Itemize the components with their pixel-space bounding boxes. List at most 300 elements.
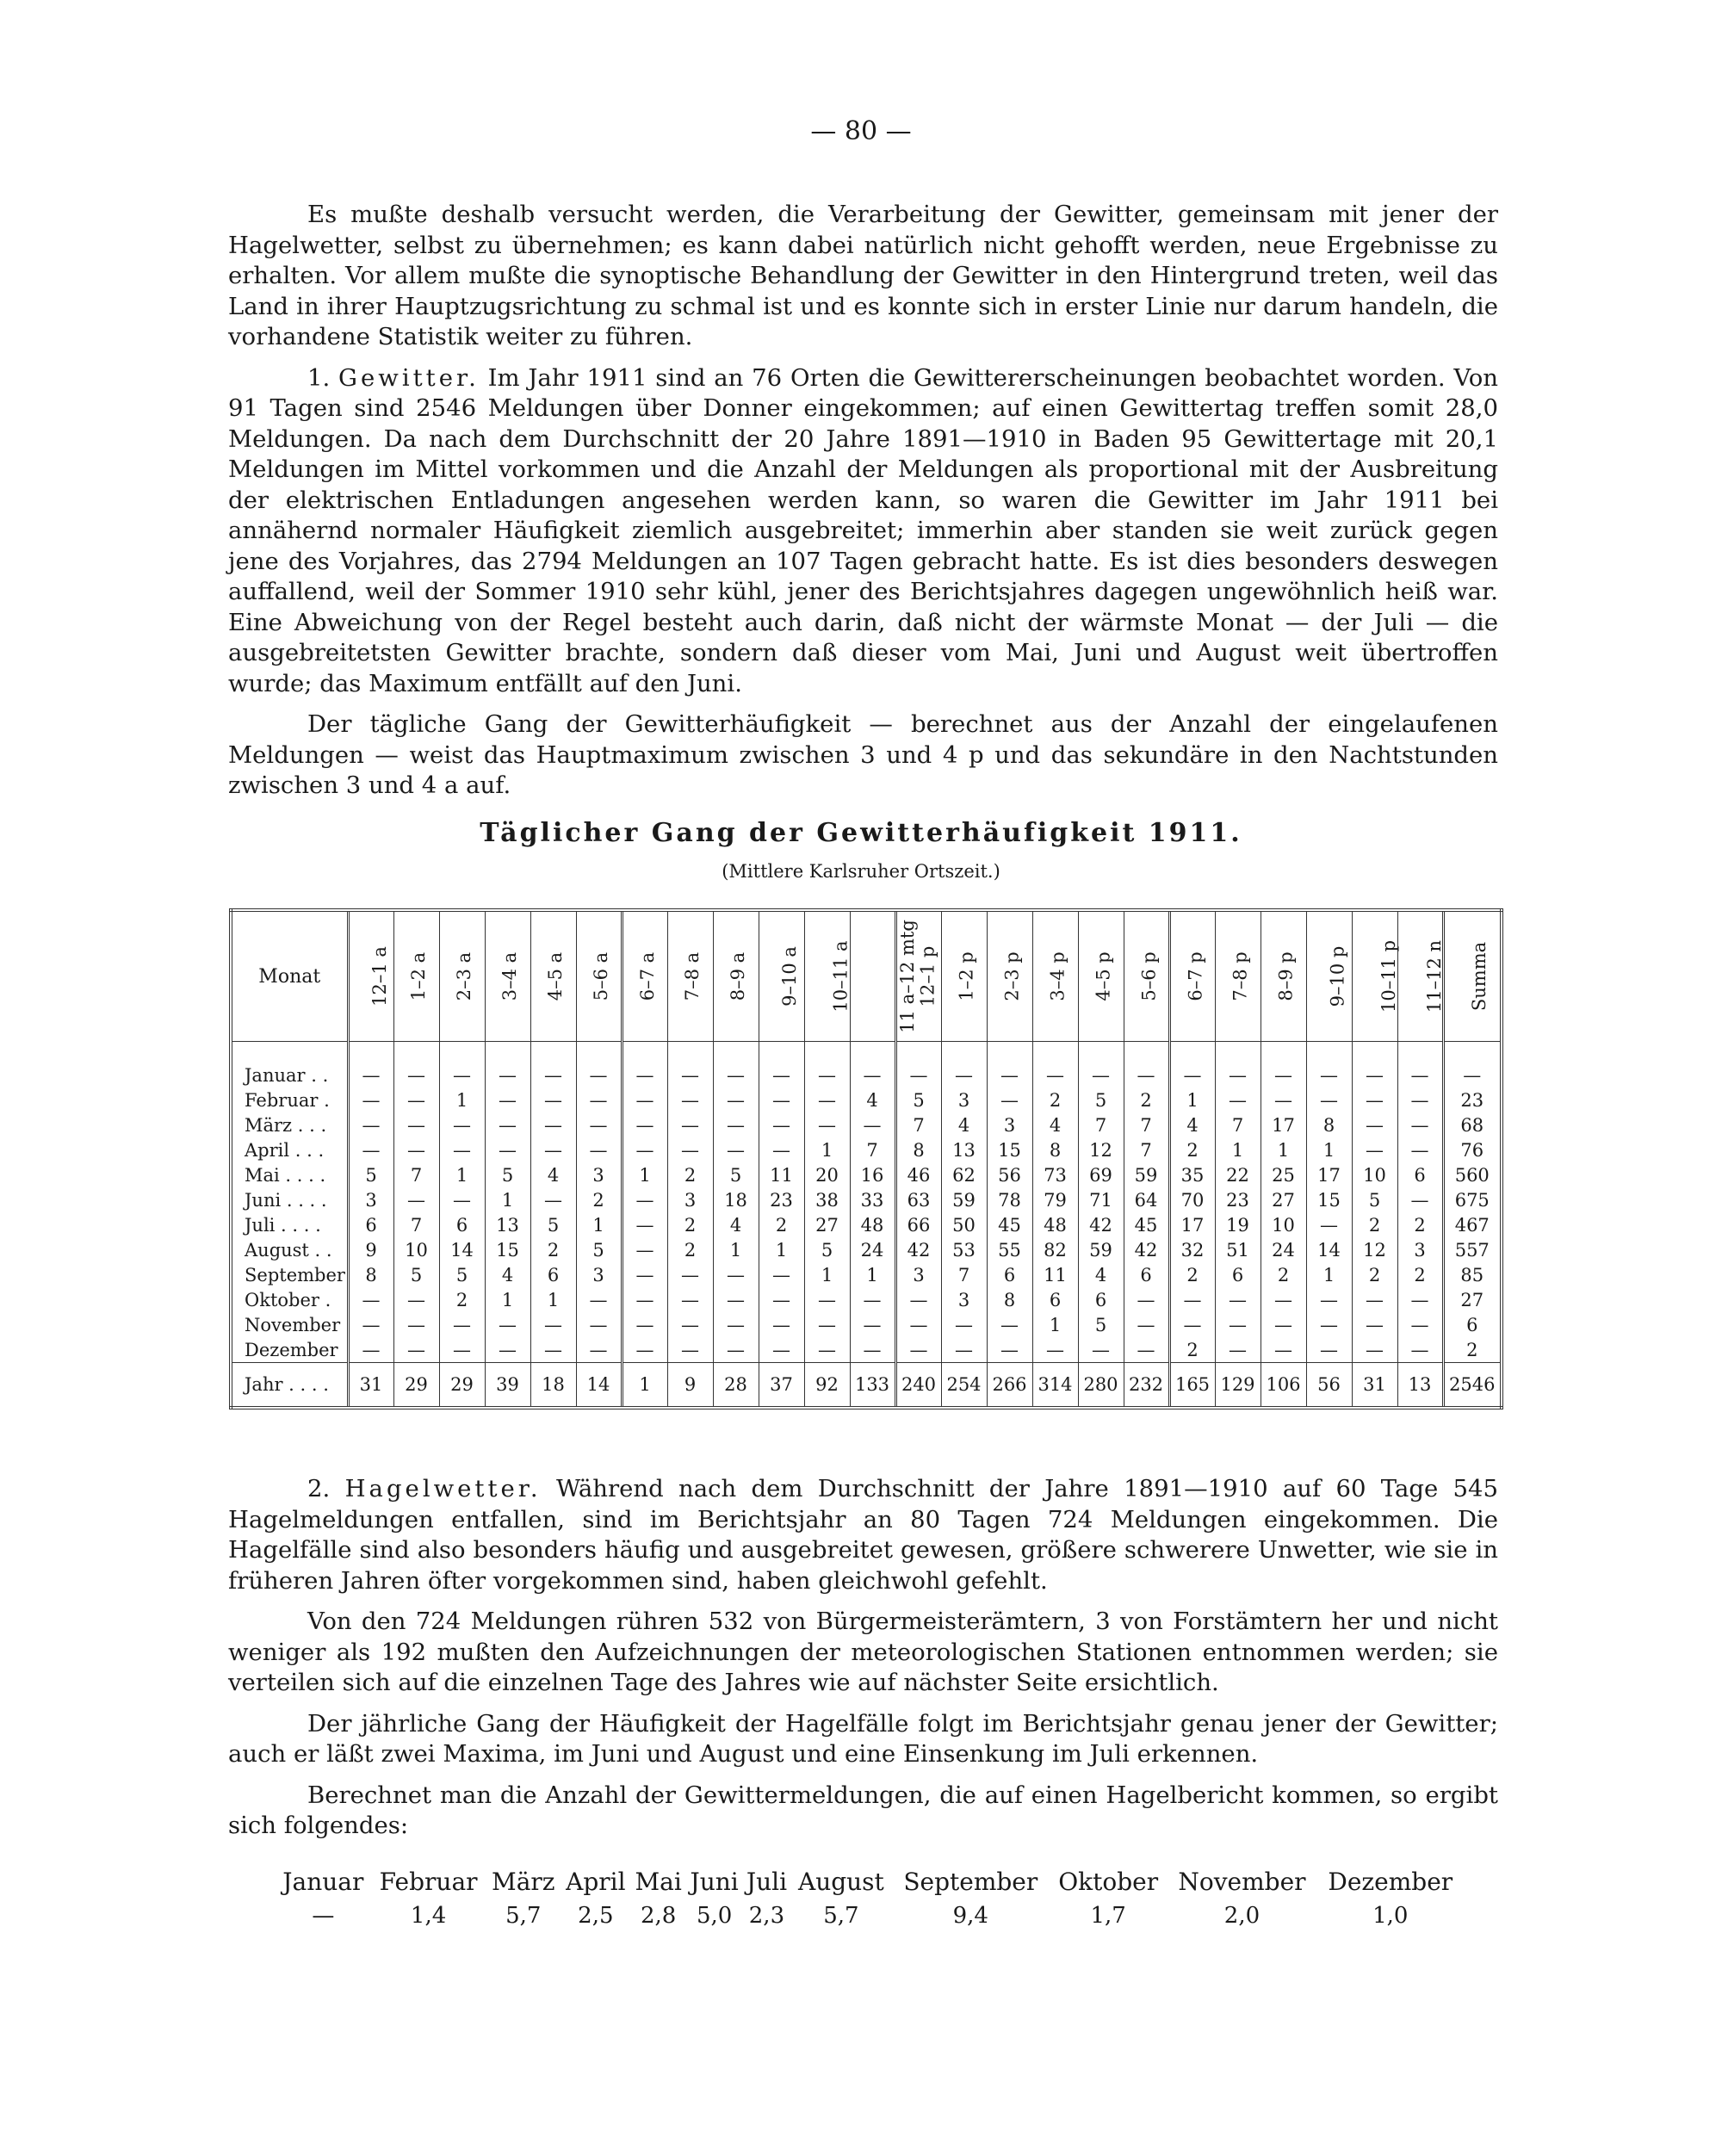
- value-cell: —: [530, 1042, 576, 1088]
- value-cell: 29: [439, 1363, 485, 1409]
- table-row: [231, 1112, 1502, 1137]
- header-hour: [1397, 910, 1443, 1042]
- annual-course-paragraph: Der jährliche Gang der Häufigkeit der Hagelfälle folgt im Berichtsjahr genau jener der Gewitter; auch er läßt zwei Maxima, im Juni und August und eine Einsenkung im Juli erkennen.: [228, 1709, 1498, 1768]
- value-cell: 2: [667, 1212, 713, 1237]
- header-hour: [1169, 910, 1215, 1042]
- month-cell: Februar .: [231, 1087, 348, 1112]
- value-cell: 5: [1352, 1187, 1397, 1212]
- ratio-months-row: [276, 1864, 1464, 1899]
- value-cell: —: [1215, 1337, 1261, 1363]
- value-cell: —: [576, 1137, 622, 1162]
- value-cell: —: [576, 1042, 622, 1088]
- month-cell: Oktober .: [231, 1287, 348, 1312]
- value-cell: 73: [1032, 1162, 1078, 1187]
- sum-cell: 467: [1443, 1212, 1502, 1237]
- value-cell: 1: [576, 1212, 622, 1237]
- value-cell: —: [1397, 1312, 1443, 1337]
- value-cell: —: [393, 1337, 439, 1363]
- thunderstorm-table-wrap: [229, 908, 1500, 1409]
- value-cell: —: [622, 1187, 667, 1212]
- value-cell: 5: [1078, 1087, 1124, 1112]
- header-hour-label: 2–3 a: [453, 951, 474, 1001]
- value-cell: 24: [850, 1237, 895, 1262]
- header-hour: [622, 910, 667, 1042]
- header-hour: [576, 910, 622, 1042]
- value-cell: —: [1078, 1337, 1124, 1363]
- value-cell: —: [759, 1262, 804, 1287]
- value-cell: 27: [1261, 1187, 1306, 1212]
- header-hour-label: 8–9 p: [1275, 951, 1297, 1001]
- value-cell: 13: [1397, 1363, 1443, 1409]
- value-cell: 59: [941, 1187, 987, 1212]
- table-row: [231, 1337, 1502, 1363]
- section-number: 1.: [307, 363, 331, 392]
- value-cell: —: [1032, 1042, 1078, 1088]
- ratio-value: 2,5: [578, 1903, 614, 1929]
- value-cell: 18: [713, 1187, 759, 1212]
- value-cell: 1: [1261, 1137, 1306, 1162]
- value-cell: —: [850, 1287, 895, 1312]
- value-cell: —: [1215, 1087, 1261, 1112]
- value-cell: 45: [1124, 1212, 1169, 1237]
- value-cell: 28: [713, 1363, 759, 1409]
- value-cell: 3: [576, 1162, 622, 1187]
- section-text: Im Jahr 1911 sind an 76 Orten die Gewittererscheinungen beobachtet worden. Von 91 Tagen sind 2546 Meldungen über Donner eingekommen; auf einen Gewittertag treffen somit 28,0 Meldungen. Da nach dem Durchschnitt der 20 Jahre 1891—1910 in Baden 95 Gewittertage mit 20,1 Meldungen im Mittel vorkommen und die Anzahl der Meldungen als proportional mit der Ausbreitung der elektrischen Entladungen angesehen werden kann, so waren die Gewitter im Jahr 1911 bei annähernd normaler Häufigkeit ziemlich ausgebreitet; immerhin aber standen sie weit zurück gegen jene des Vorjahres, das 2794 Meldungen an 107 Tagen gebracht hatte. Es ist dies besonders deswegen auffallend, weil der Sommer 1910 sehr kühl, jener des Berichtsjahres dagegen ungewöhnlich heiß war. Eine Abweichung von der Regel besteht auch darin, daß nicht der wärmste Monat — der Juli — die ausgebreitetsten Gewitter brachte, sondern daß dieser vom Mai, Juni und August weit übertroffen wurde; das Maximum entfällt auf den Juni.: [228, 363, 1498, 697]
- value-cell: —: [1078, 1042, 1124, 1088]
- value-cell: 2: [1032, 1087, 1078, 1112]
- value-cell: 70: [1169, 1187, 1215, 1212]
- value-cell: —: [850, 1112, 895, 1137]
- value-cell: —: [804, 1087, 850, 1112]
- value-cell: —: [622, 1287, 667, 1312]
- sum-cell: 557: [1443, 1237, 1502, 1262]
- header-hour-label: 6–7 a: [636, 951, 658, 1001]
- table-row: [231, 1262, 1502, 1287]
- value-cell: 10: [393, 1237, 439, 1262]
- value-cell: 14: [1306, 1237, 1352, 1262]
- value-cell: 19: [1215, 1212, 1261, 1237]
- gewitter-paragraph: [228, 363, 1498, 700]
- month-cell: August . .: [231, 1237, 348, 1262]
- value-cell: —: [1261, 1337, 1306, 1363]
- hagel-paragraph: [228, 1474, 1498, 1596]
- value-cell: —: [393, 1137, 439, 1162]
- value-cell: 1: [1215, 1137, 1261, 1162]
- value-cell: 1: [439, 1087, 485, 1112]
- month-cell: September: [231, 1262, 348, 1287]
- value-cell: 6: [530, 1262, 576, 1287]
- calculation-paragraph: Berechnet man die Anzahl der Gewittermeldungen, die auf einen Hagelbericht kommen, so ergibt sich folgendes:: [228, 1781, 1498, 1839]
- value-cell: 82: [1032, 1237, 1078, 1262]
- value-cell: 6: [348, 1212, 393, 1237]
- value-cell: —: [576, 1312, 622, 1337]
- ratio-value: —: [312, 1903, 335, 1929]
- header-hour-label: 12–1 a: [369, 946, 390, 1007]
- value-cell: —: [667, 1137, 713, 1162]
- header-hour-label: 9–10 a: [778, 946, 800, 1007]
- value-cell: 46: [895, 1162, 941, 1187]
- table-body: [231, 1042, 1502, 1409]
- table-row: [231, 1187, 1502, 1212]
- header-sum: [1443, 910, 1502, 1042]
- value-cell: —: [1352, 1312, 1397, 1337]
- value-cell: —: [576, 1337, 622, 1363]
- section-heading: Hagelwetter.: [344, 1475, 542, 1502]
- value-cell: 10: [1261, 1212, 1306, 1237]
- table-row: [231, 1212, 1502, 1237]
- value-cell: —: [1124, 1042, 1169, 1088]
- value-cell: —: [759, 1337, 804, 1363]
- header-hour-label: 5–6 p: [1138, 951, 1160, 1001]
- value-cell: —: [1306, 1042, 1352, 1088]
- value-cell: —: [485, 1112, 530, 1137]
- value-cell: —: [1306, 1212, 1352, 1237]
- value-cell: —: [530, 1112, 576, 1137]
- header-hour: [759, 910, 804, 1042]
- ratio-month: April: [566, 1868, 626, 1896]
- value-cell: 63: [895, 1187, 941, 1212]
- value-cell: —: [941, 1312, 987, 1337]
- value-cell: 50: [941, 1212, 987, 1237]
- value-cell: —: [1169, 1042, 1215, 1088]
- value-cell: 2: [1169, 1137, 1215, 1162]
- month-cell: November: [231, 1312, 348, 1337]
- header-hour-label: 11 a–12 mtg: [896, 920, 918, 1033]
- value-cell: —: [804, 1112, 850, 1137]
- section-text: Während nach dem Durchschnitt der Jahre 1891—1910 auf 60 Tage 545 Hagelmeldungen entfallen, sind im Berichtsjahr an 80 Tagen 724 Meldungen eingekommen. Die Hagelfälle sind also besonders häufig und ausgebreitet gewesen, größere schwerere Unwetter, wie sie in früheren Jahren öfter vorgekommen sind, haben gleichwohl gefehlt.: [228, 1475, 1499, 1595]
- value-cell: —: [1306, 1337, 1352, 1363]
- value-cell: —: [348, 1287, 393, 1312]
- table-year-row: [231, 1363, 1502, 1409]
- sum-cell: 23: [1443, 1087, 1502, 1112]
- value-cell: 7: [393, 1212, 439, 1237]
- header-hour-label: 1–2 a: [407, 951, 429, 1001]
- value-cell: —: [622, 1137, 667, 1162]
- value-cell: 5: [485, 1162, 530, 1187]
- value-cell: —: [439, 1042, 485, 1088]
- value-cell: —: [850, 1337, 895, 1363]
- value-cell: 6: [1078, 1287, 1124, 1312]
- header-hour: [941, 910, 987, 1042]
- value-cell: 4: [1032, 1112, 1078, 1137]
- value-cell: —: [393, 1287, 439, 1312]
- value-cell: 20: [804, 1162, 850, 1187]
- ratio-month: Februar: [379, 1868, 478, 1896]
- sum-cell: 85: [1443, 1262, 1502, 1287]
- value-cell: 6: [987, 1262, 1032, 1287]
- value-cell: 5: [348, 1162, 393, 1187]
- value-cell: 254: [941, 1363, 987, 1409]
- value-cell: —: [439, 1112, 485, 1137]
- value-cell: 3: [667, 1187, 713, 1212]
- ratio-month: September: [903, 1868, 1038, 1896]
- value-cell: —: [530, 1187, 576, 1212]
- header-sum-label: Summa: [1468, 941, 1490, 1012]
- value-cell: 62: [941, 1162, 987, 1187]
- value-cell: 240: [895, 1363, 941, 1409]
- value-cell: 4: [530, 1162, 576, 1187]
- ratio-month: Oktober: [1058, 1868, 1159, 1896]
- value-cell: 8: [348, 1262, 393, 1287]
- value-cell: —: [622, 1237, 667, 1262]
- value-cell: —: [987, 1337, 1032, 1363]
- ratio-table: [276, 1864, 1464, 1932]
- ratio-month: Mai: [635, 1868, 682, 1896]
- value-cell: 280: [1078, 1363, 1124, 1409]
- header-hour-label: 5–6 a: [590, 951, 611, 1001]
- header-hour: [485, 910, 530, 1042]
- value-cell: 7: [393, 1162, 439, 1187]
- value-cell: 45: [987, 1212, 1032, 1237]
- value-cell: —: [850, 1042, 895, 1088]
- value-cell: —: [987, 1087, 1032, 1112]
- value-cell: 7: [1124, 1137, 1169, 1162]
- value-cell: 1: [1169, 1087, 1215, 1112]
- value-cell: —: [759, 1042, 804, 1088]
- value-cell: —: [485, 1337, 530, 1363]
- value-cell: 55: [987, 1237, 1032, 1262]
- value-cell: —: [348, 1312, 393, 1337]
- value-cell: 29: [393, 1363, 439, 1409]
- table-row: [231, 1237, 1502, 1262]
- value-cell: 32: [1169, 1237, 1215, 1262]
- value-cell: —: [439, 1137, 485, 1162]
- value-cell: 53: [941, 1237, 987, 1262]
- value-cell: —: [1261, 1312, 1306, 1337]
- value-cell: 23: [1215, 1187, 1261, 1212]
- value-cell: —: [1306, 1287, 1352, 1312]
- value-cell: —: [622, 1262, 667, 1287]
- header-hour-label: 9–10 p: [1326, 945, 1347, 1007]
- value-cell: 7: [941, 1262, 987, 1287]
- value-cell: 22: [1215, 1162, 1261, 1187]
- header-hour: [1306, 910, 1352, 1042]
- value-cell: 1: [439, 1162, 485, 1187]
- value-cell: 10: [1352, 1162, 1397, 1187]
- value-cell: 7: [1124, 1112, 1169, 1137]
- value-cell: 5: [895, 1087, 941, 1112]
- value-cell: —: [1397, 1287, 1443, 1312]
- value-cell: 38: [804, 1187, 850, 1212]
- value-cell: —: [1032, 1337, 1078, 1363]
- value-cell: 314: [1032, 1363, 1078, 1409]
- value-cell: 232: [1124, 1363, 1169, 1409]
- value-cell: —: [1124, 1287, 1169, 1312]
- value-cell: —: [576, 1112, 622, 1137]
- value-cell: 2: [1352, 1212, 1397, 1237]
- value-cell: 3: [576, 1262, 622, 1287]
- value-cell: 35: [1169, 1162, 1215, 1187]
- value-cell: 42: [1124, 1237, 1169, 1262]
- value-cell: —: [576, 1087, 622, 1112]
- header-hour-label: 3–4 p: [1047, 951, 1069, 1001]
- value-cell: —: [530, 1137, 576, 1162]
- value-cell: —: [713, 1337, 759, 1363]
- header-hour: [1352, 910, 1397, 1042]
- header-hour-label: 7–8 a: [681, 951, 703, 1001]
- value-cell: —: [1397, 1137, 1443, 1162]
- value-cell: —: [393, 1112, 439, 1137]
- value-cell: 6: [439, 1212, 485, 1237]
- value-cell: 7: [895, 1112, 941, 1137]
- value-cell: 31: [1352, 1363, 1397, 1409]
- ratio-values-row: [276, 1899, 1464, 1932]
- value-cell: 3: [941, 1087, 987, 1112]
- value-cell: —: [895, 1337, 941, 1363]
- value-cell: 71: [1078, 1187, 1124, 1212]
- value-cell: 14: [439, 1237, 485, 1262]
- value-cell: —: [667, 1312, 713, 1337]
- value-cell: 7: [1215, 1112, 1261, 1137]
- value-cell: —: [1397, 1087, 1443, 1112]
- value-cell: 2: [1169, 1262, 1215, 1287]
- month-cell: März . . .: [231, 1112, 348, 1137]
- value-cell: 3: [895, 1262, 941, 1287]
- value-cell: 4: [1169, 1112, 1215, 1137]
- value-cell: —: [667, 1112, 713, 1137]
- value-cell: —: [941, 1337, 987, 1363]
- ratio-month: Dezember: [1328, 1868, 1453, 1896]
- value-cell: —: [713, 1287, 759, 1312]
- header-hour-label: 11–12 n: [1423, 939, 1445, 1013]
- value-cell: 15: [987, 1137, 1032, 1162]
- ratio-value: 2,8: [640, 1903, 677, 1929]
- value-cell: —: [393, 1087, 439, 1112]
- value-cell: —: [895, 1312, 941, 1337]
- value-cell: 8: [987, 1287, 1032, 1312]
- value-cell: 2: [1397, 1212, 1443, 1237]
- value-cell: —: [713, 1312, 759, 1337]
- value-cell: —: [713, 1087, 759, 1112]
- value-cell: —: [1306, 1087, 1352, 1112]
- value-cell: 4: [850, 1087, 895, 1112]
- value-cell: 11: [1032, 1262, 1078, 1287]
- page-number: — 80 —: [810, 116, 912, 146]
- value-cell: —: [804, 1337, 850, 1363]
- value-cell: —: [485, 1312, 530, 1337]
- value-cell: 6: [1215, 1262, 1261, 1287]
- table-title: Täglicher Gang der Gewitterhäufigkeit 1911.: [480, 818, 1242, 848]
- value-cell: —: [1352, 1112, 1397, 1137]
- value-cell: 42: [895, 1237, 941, 1262]
- section-number: 2.: [307, 1475, 331, 1502]
- value-cell: 2: [1169, 1337, 1215, 1363]
- value-cell: 6: [1032, 1287, 1078, 1312]
- value-cell: 25: [1261, 1162, 1306, 1187]
- value-cell: —: [713, 1262, 759, 1287]
- value-cell: 2: [439, 1287, 485, 1312]
- value-cell: —: [1352, 1042, 1397, 1088]
- ratio-month: Juni: [690, 1868, 739, 1896]
- value-cell: —: [348, 1112, 393, 1137]
- value-cell: 14: [576, 1363, 622, 1409]
- value-cell: 27: [804, 1212, 850, 1237]
- ratio-value: 1,4: [410, 1903, 447, 1929]
- value-cell: 2: [1397, 1262, 1443, 1287]
- value-cell: —: [850, 1312, 895, 1337]
- value-cell: —: [622, 1212, 667, 1237]
- value-cell: 7: [850, 1137, 895, 1162]
- month-cell: Mai . . . .: [231, 1162, 348, 1187]
- section-heading: Gewitter.: [338, 363, 480, 392]
- value-cell: 79: [1032, 1187, 1078, 1212]
- value-cell: 23: [759, 1187, 804, 1212]
- value-cell: 56: [1306, 1363, 1352, 1409]
- value-cell: —: [1397, 1337, 1443, 1363]
- value-cell: —: [1169, 1312, 1215, 1337]
- header-hour-label: 10–11 a: [830, 940, 852, 1013]
- value-cell: 16: [850, 1162, 895, 1187]
- value-cell: —: [667, 1262, 713, 1287]
- value-cell: —: [1352, 1337, 1397, 1363]
- ratio-value: 1,7: [1090, 1903, 1126, 1929]
- ratio-value: 1,0: [1372, 1903, 1409, 1929]
- value-cell: 165: [1169, 1363, 1215, 1409]
- value-cell: —: [759, 1312, 804, 1337]
- ratio-value: 5,7: [505, 1903, 542, 1929]
- value-cell: 12: [1078, 1137, 1124, 1162]
- value-cell: —: [485, 1137, 530, 1162]
- value-cell: 8: [1306, 1112, 1352, 1137]
- value-cell: —: [1215, 1042, 1261, 1088]
- value-cell: —: [1261, 1042, 1306, 1088]
- value-cell: 2: [1124, 1087, 1169, 1112]
- header-hour-label: 10–11 p: [1378, 939, 1399, 1013]
- value-cell: —: [1124, 1337, 1169, 1363]
- value-cell: —: [1397, 1112, 1443, 1137]
- sum-cell: 560: [1443, 1162, 1502, 1187]
- value-cell: 59: [1078, 1237, 1124, 1262]
- header-hour-label: 3–4 a: [499, 951, 520, 1001]
- header-hour: [1215, 910, 1261, 1042]
- value-cell: 17: [1306, 1162, 1352, 1187]
- value-cell: 17: [1169, 1212, 1215, 1237]
- intro-paragraph: Es mußte deshalb versucht werden, die Verarbeitung der Gewitter, gemeinsam mit jener der Hagelwetter, selbst zu übernehmen; es kann dabei natürlich nicht gehofft werden, neue Ergebnisse zu erhalten. Vor allem mußte die synoptische Behandlung der Gewitter in den Hintergrund treten, weil das Land in ihrer Hauptzugsrichtung zu schmal ist und es konnte sich in erster Linie nur darum handeln, die vorhandene Statistik weiter zu führen.: [228, 201, 1498, 350]
- table-header-row: [231, 910, 1502, 1042]
- header-hour: [439, 910, 485, 1042]
- value-cell: 7: [1078, 1112, 1124, 1137]
- value-cell: —: [393, 1187, 439, 1212]
- value-cell: —: [622, 1312, 667, 1337]
- thunderstorm-frequency-table: [229, 908, 1503, 1409]
- value-cell: 48: [1032, 1212, 1078, 1237]
- value-cell: 37: [759, 1363, 804, 1409]
- value-cell: —: [622, 1042, 667, 1088]
- value-cell: 5: [713, 1162, 759, 1187]
- table-row: [231, 1312, 1502, 1337]
- value-cell: —: [1352, 1137, 1397, 1162]
- value-cell: —: [987, 1312, 1032, 1337]
- value-cell: —: [348, 1337, 393, 1363]
- value-cell: 12: [1352, 1237, 1397, 1262]
- sum-cell: 2546: [1443, 1363, 1502, 1409]
- value-cell: 2: [530, 1237, 576, 1262]
- value-cell: 78: [987, 1187, 1032, 1212]
- value-cell: —: [759, 1287, 804, 1312]
- sum-cell: 675: [1443, 1187, 1502, 1212]
- header-hour: [850, 910, 918, 1042]
- header-hour-label: 2–3 p: [1001, 951, 1023, 1001]
- table-row: [231, 1042, 1502, 1088]
- sum-cell: 68: [1443, 1112, 1502, 1137]
- value-cell: 18: [530, 1363, 576, 1409]
- table-subtitle: (Mittlere Karlsruher Ortszeit.): [722, 861, 1000, 882]
- value-cell: —: [667, 1087, 713, 1112]
- value-cell: 15: [1306, 1187, 1352, 1212]
- value-cell: —: [439, 1187, 485, 1212]
- value-cell: —: [530, 1337, 576, 1363]
- value-cell: 5: [576, 1237, 622, 1262]
